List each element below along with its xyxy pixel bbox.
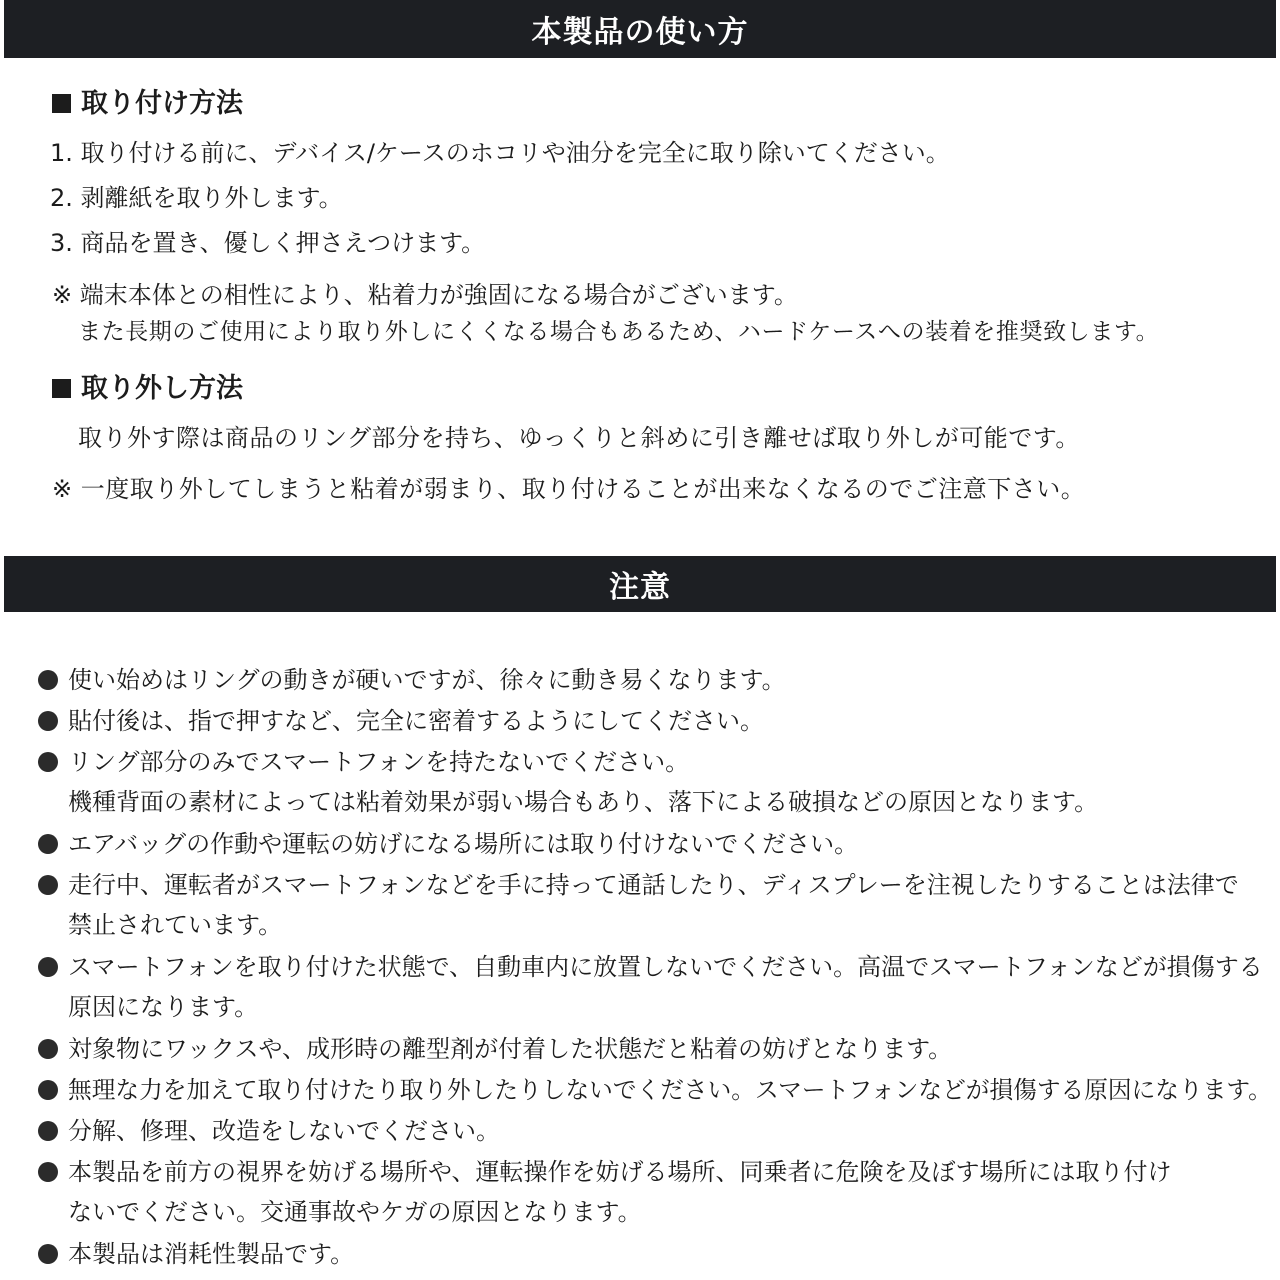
- bullet-dot-icon: [38, 875, 58, 895]
- remove-heading: [52, 374, 243, 404]
- attach-note-line-2: また長期のご使用により取り外しにくくなる場合もあるため、ハードケースへの装着を推奨致します。: [78, 319, 1160, 345]
- caution-item-line-1: 使い始めはリングの動きが硬いですが、徐々に動き易くなります。: [68, 666, 786, 694]
- caution-item-text: [68, 1234, 354, 1274]
- caution-item: [38, 1157, 1172, 1232]
- caution-item-text: [68, 742, 1098, 822]
- caution-item-line-2: ないでください。交通事故やケガの原因となります。: [68, 1198, 642, 1226]
- caution-item-line-1: 無理な力を加えて取り付けたり取り外したりしないでください。スマートフォンなどが損傷する原因になります。: [68, 1076, 1272, 1104]
- caution-item-text: [68, 824, 858, 864]
- usage-section-title: 本製品の使い方: [531, 15, 749, 50]
- bullet-dot-icon: [38, 1039, 58, 1059]
- caution-item-line-1: 本製品は消耗性製品です。: [68, 1240, 355, 1268]
- caution-section-banner: [4, 556, 1276, 612]
- caution-item: [38, 952, 1263, 1027]
- caution-item-line-1: 貼付後は、指で押すなど、完全に密着するようにしてください。: [68, 707, 764, 735]
- bullet-dot-icon: [38, 957, 58, 977]
- attach-step-3: 3. 商品を置き、優しく押さえつけます。: [50, 229, 486, 257]
- caution-item: [38, 665, 786, 700]
- attach-step-2: 2. 剥離紙を取り外します。: [50, 184, 343, 212]
- bullet-dot-icon: [38, 1080, 58, 1100]
- caution-item-line-1: リング部分のみでスマートフォンを持たないでください。: [68, 748, 690, 776]
- caution-item-line-2: 禁止されています。: [68, 911, 283, 939]
- caution-item: [38, 706, 764, 741]
- caution-item: [38, 1034, 952, 1069]
- bullet-dot-icon: [38, 834, 58, 854]
- remove-body: 取り外す際は商品のリング部分を持ち、ゆっくりと斜めに引き離せば取り外しが可能です。: [78, 424, 1080, 452]
- caution-item: [38, 1239, 354, 1274]
- caution-item-text: [68, 660, 786, 700]
- square-bullet-icon: [52, 94, 71, 113]
- caution-item-line-1: エアバッグの作動や運転の妨げになる場所には取り付けないでください。: [68, 830, 859, 858]
- square-bullet-icon: [52, 379, 71, 398]
- caution-item-text: [68, 1111, 500, 1151]
- caution-item-line-1: 走行中、運転者がスマートフォンなどを手に持って通話したり、ディスプレーを注視したりすることは法律で: [68, 871, 1239, 899]
- attach-heading: [52, 89, 243, 119]
- caution-item-line-2: 機種背面の素材によっては粘着効果が弱い場合もあり、落下による破損などの原因となります。: [68, 788, 1099, 816]
- bullet-dot-icon: [38, 711, 58, 731]
- caution-item-text: [68, 701, 764, 741]
- caution-section-title: 注意: [609, 570, 671, 605]
- caution-item: [38, 829, 858, 864]
- caution-item-text: [68, 947, 1263, 1027]
- caution-item-line-1: 対象物にワックスや、成形時の離型剤が付着した状態だと粘着の妨げとなります。: [68, 1035, 953, 1063]
- usage-section-banner: [4, 0, 1276, 58]
- remove-heading-text: 取り外し方法: [81, 373, 243, 404]
- bullet-dot-icon: [38, 1244, 58, 1264]
- caution-item: [38, 870, 1239, 945]
- bullet-dot-icon: [38, 1121, 58, 1141]
- attach-step-1: 1. 取り付ける前に、デバイス/ケースのホコリや油分を完全に取り除いてください。: [50, 139, 950, 167]
- bullet-dot-icon: [38, 752, 58, 772]
- caution-item-text: [68, 1070, 1272, 1110]
- caution-item: [38, 747, 1098, 822]
- attach-heading-text: 取り付け方法: [81, 88, 243, 119]
- caution-item: [38, 1075, 1272, 1110]
- caution-item-line-1: 本製品を前方の視界を妨げる場所や、運転操作を妨げる場所、同乗者に危険を及ぼす場所には取り付け: [68, 1158, 1172, 1186]
- caution-item-line-2: 原因になります。: [68, 993, 259, 1021]
- remove-note: ※ 一度取り外してしまうと粘着が弱まり、取り付けることが出来なくなるのでご注意下さい。: [52, 475, 1086, 503]
- caution-item-text: [68, 1029, 952, 1069]
- bullet-dot-icon: [38, 1162, 58, 1182]
- caution-item: [38, 1116, 500, 1151]
- bullet-dot-icon: [38, 670, 58, 690]
- caution-item-text: [68, 1152, 1172, 1232]
- caution-item-line-1: スマートフォンを取り付けた状態で、自動車内に放置しないでください。高温でスマートフォンなどが損傷する: [68, 953, 1263, 981]
- caution-item-line-1: 分解、修理、改造をしないでください。: [68, 1117, 500, 1145]
- caution-item-text: [68, 865, 1239, 945]
- attach-note-line-1: ※ 端末本体との相性により、粘着力が強固になる場合がございます。: [52, 281, 798, 309]
